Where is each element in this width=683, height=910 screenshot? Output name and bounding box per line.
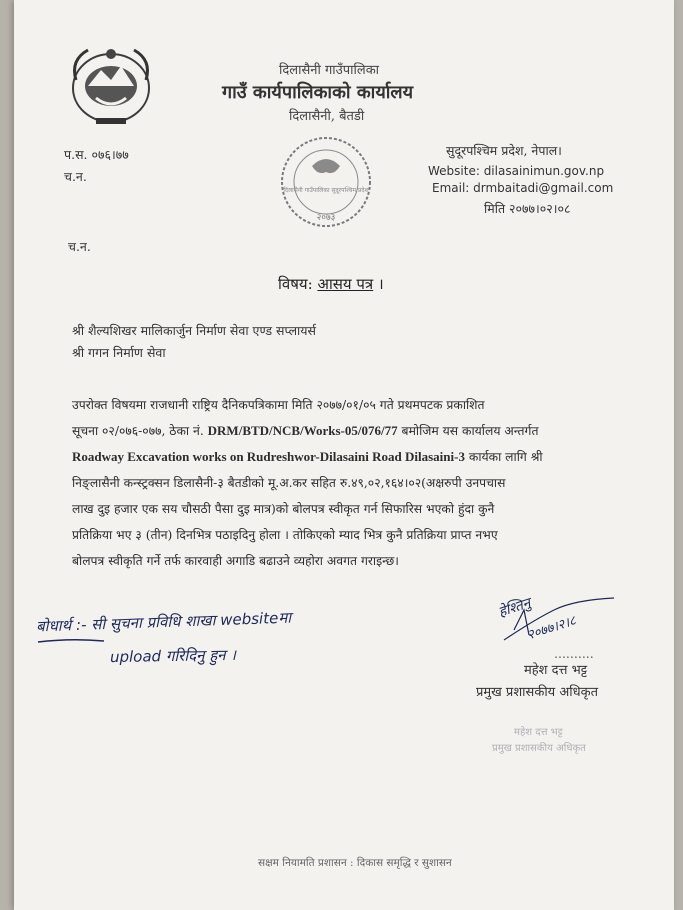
signatory-name: महेश दत्त भट्ट [524, 663, 588, 678]
letter-date: मिति २०७७।०२।०८ [484, 201, 571, 216]
recipient-1: श्री शैल्यशिखर मालिकार्जुन निर्माण सेवा एण्ड सप्लायर्स [72, 323, 316, 338]
dispatch-number: च.न. [64, 169, 87, 184]
signature-scribble: हेश्तिनु [496, 595, 533, 621]
svg-text:२०७३: २०७३ [316, 213, 336, 223]
reference-number: प.स. ०७६।७७ [64, 147, 129, 162]
dispatch-number-2: च.न. [68, 239, 91, 254]
signature-stroke-icon [494, 590, 624, 650]
body-line-3-part-b: कार्यका लागि श्री [468, 450, 543, 464]
recipient-2: श्री गगन निर्माण सेवा [72, 345, 166, 360]
body-line-7: बोलपत्र स्वीकृति गर्ने तर्फ कारवाही अगाडि बढाउने व्यहोरा अवगत गराइन्छ। [72, 554, 399, 568]
office-address: दिलासैनी, बैतडी [289, 109, 365, 124]
handwritten-note-line-1: बोधार्थ :- सी सुचना प्रविधि शाखा websiteमा [35, 608, 292, 636]
office-name: गाउँ कार्यपालिकाको कार्यालय [222, 82, 414, 103]
signature-date: २०७७।२।८ [525, 613, 578, 644]
subject-line [278, 274, 384, 294]
website-text: Website: dilasainimun.gov.np [428, 164, 605, 178]
office-seal-stamp-icon [276, 132, 376, 232]
body-line-6: प्रतिक्रिया भए ३ (तीन) दिनभित्र पठाइदिनु होला । तोकिएको म्याद भित्र कुनै प्रतिक्रिया प्राप्त नभए [72, 528, 498, 542]
subject-text: आसय पत्र [317, 275, 374, 293]
svg-text:दिलासैनी गाउँपालिका सुदूरपश्चि: दिलासैनी गाउँपालिका सुदूरपश्चिम प्रदेश [283, 187, 369, 194]
email-text: Email: drmbaitadi@gmail.com [432, 181, 614, 195]
nepal-emblem-icon [66, 40, 156, 130]
handwritten-note-line-2: upload गरिदिनु हुन । [109, 645, 237, 667]
signature-dots: .......... [554, 646, 594, 661]
contract-number: DRM/BTD/NCB/Works-05/076/77 [207, 423, 398, 438]
subject-label: विषय: [278, 275, 313, 293]
body-line-4: निङ्लासैनी कन्स्ट्रक्सन डिलासैनी-३ बैतडीको मू.अ.कर सहित रु.४९,०२,१६४।०२(अक्षरुपी उनपचास [72, 476, 506, 490]
province-name: सुदूरपश्चिम प्रदेश, नेपाल। [446, 143, 562, 158]
faded-stamp-title: प्रमुख प्रशासकीय अधिकृत [492, 743, 586, 754]
body-line-3 [72, 448, 543, 465]
body-line-2-part-a: सूचना ०२/०७६-०७७, ठेका नं. [72, 424, 204, 438]
letter-paper [14, 0, 674, 910]
municipality-name: दिलासैनी गाउँपालिका [279, 63, 380, 78]
body-line-2-part-c: बमोजिम यस कार्यालय अन्तर्गत [401, 424, 539, 438]
note-underline-icon [36, 636, 106, 646]
subject-end: । [377, 275, 384, 293]
work-title: Roadway Excavation works on Rudreshwor-Dilasaini Road Dilasaini-3 [72, 449, 465, 464]
faded-stamp-name: महेश दत्त भट्ट [514, 727, 563, 738]
signatory-title: प्रमुख प्रशासकीय अधिकृत [476, 685, 599, 700]
footer-motto: सक्षम नियामति प्रशासन : दिकास समृद्धि र सुशासन [258, 857, 452, 869]
body-line-1: उपरोक्त विषयमा राजधानी राष्ट्रिय दैनिकपत्रिकामा मिति २०७७/०१/०५ गते प्रथमपटक प्रकाशित [72, 398, 485, 412]
body-line-5: लाख दुइ हजार एक सय चौसठी पैसा दुइ मात्र)को बोलपत्र स्वीकृत गर्न सिफारिस भएको हुंदा कुनै [72, 502, 495, 516]
body-line-2 [72, 422, 538, 439]
